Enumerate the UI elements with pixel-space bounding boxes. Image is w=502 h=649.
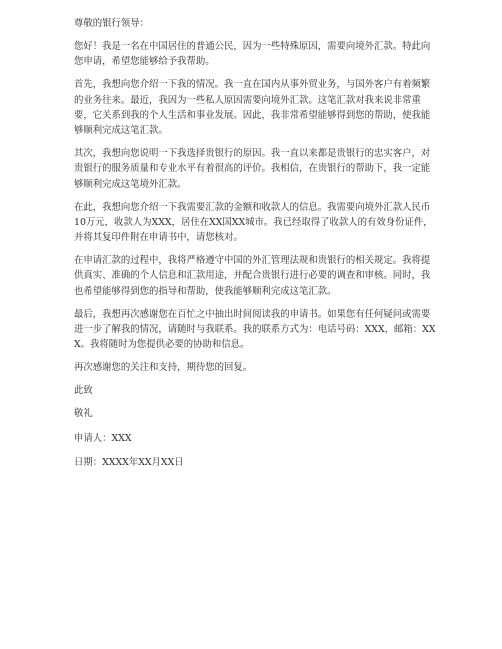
paragraph-contact: 最后，我想再次感谢您在百忙之中抽出时间阅读我的申请书。如果您有任何疑问或需要进一步了解我的情况，请随时与我联系。我的联系方式为：电话号码：XXX，邮箱：XXX。我将随时为您提供必要的协助和信息。 [74,308,436,351]
paragraph-compliance: 在申请汇款的过程中，我将严格遵守中国的外汇管理法规和贵银行的相关规定。我将提供真实、准确的个人信息和汇款用途，并配合贵银行进行必要的调查和审核。同时，我也希望能够得到您的指导和帮助，使我能够顺利完成这笔汇款。 [74,255,431,297]
closing-jingli: 敬礼 [74,407,93,419]
closing-zhici: 此致 [74,384,93,396]
applicant-line: 申请人：XXX [74,432,132,444]
paragraph-amount-recipient: 在此，我想向您介绍一下我需要汇款的金额和收款人的信息。我需要向境外汇款人民币10万元，收款人为XXX，居住在XX国XX城市。我已经取得了收款人的有效身份证件，并将其复印件附在申请书中，请您核对。 [74,201,433,244]
salutation: 尊敬的银行领导： [74,18,150,29]
letter-page [74,16,436,478]
paragraph-bank-choice: 其次，我想向您说明一下我选择贵银行的原因。我一直以来都是贵银行的忠实客户，对贵银行的服务质量和专业水平有着很高的评价。我相信，在贵银行的帮助下，我一定能够顺利完成这笔境外汇款。 [74,148,431,190]
paragraph-situation: 首先，我想向您介绍一下我的情况。我一直在国内从事外贸业务，与国外客户有着频繁的业务往来。最近，我因为一些私人原因需要向境外汇款。这笔汇款对我来说非常重要，它关系到我的个人生活和事业发展。因此，我非常希望能够得到您的帮助，使我能够顺利完成这笔汇款。 [74,79,431,137]
paragraph-greeting: 您好！我是一名在中国居住的普通公民，因为一些特殊原因，需要向境外汇款。特此向您申请，希望您能够给予我帮助。 [74,41,431,68]
date-line: 日期：XXXX年XX月XX日 [74,457,184,469]
paragraph-thanks: 再次感谢您的关注和支持，期待您的回复。 [74,362,253,374]
